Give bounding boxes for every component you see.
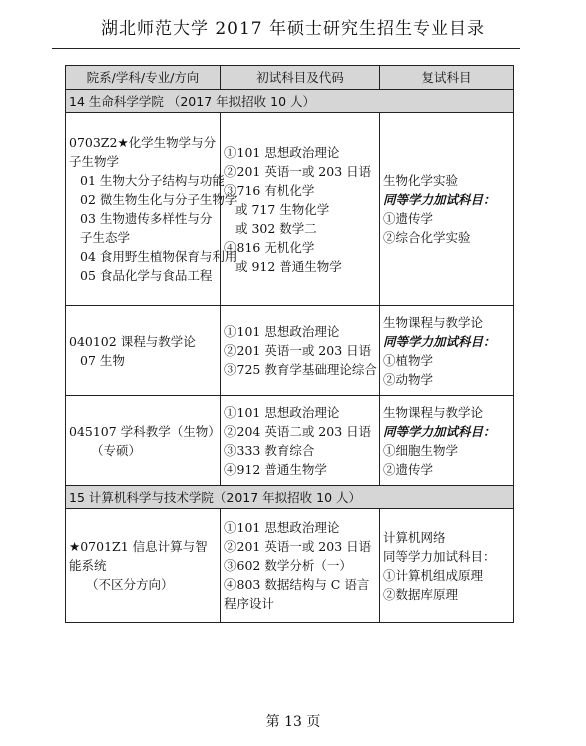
retest-cell <box>380 509 514 623</box>
exam-subject: ④816 无机化学 <box>224 239 315 255</box>
exam-subject: ③725 教育学基础理论综合 <box>224 362 377 377</box>
retest-extra-subject: ②遗传学 <box>383 461 434 477</box>
header-divider <box>52 48 520 49</box>
program-name: 045107 学科教学（生物） <box>69 423 221 439</box>
exam-subject: ③602 数学分析（一） <box>224 558 352 573</box>
column-header-retest: 复试科目 <box>380 66 514 90</box>
program-cell <box>66 306 221 396</box>
retest-cell <box>380 306 514 396</box>
exam-subject: ④912 普通生物学 <box>224 461 327 477</box>
retest-cell <box>380 113 514 306</box>
retest-extra-heading: 同等学力加试科目： <box>383 548 496 564</box>
exam-subject: ②204 英语二或 203 日语 <box>224 423 372 439</box>
program-name: 0703Z2★化学生物学与分子生物学 <box>69 135 217 169</box>
retest-subject: 生物化学实验 <box>383 173 459 188</box>
exam-subject: ④803 数据结构与 C 语言程序设计 <box>224 577 370 611</box>
program-direction: 04 食用野生植物保育与利用 <box>80 249 238 264</box>
retest-extra-subject: ②综合化学实验 <box>383 230 471 245</box>
exam-subject: ①101 思想政治理论 <box>224 324 340 339</box>
retest-extra-subject: ①计算机组成原理 <box>383 567 484 583</box>
table-row <box>66 509 514 623</box>
program-cell <box>66 113 238 306</box>
program-degree-type: （专硕） <box>91 442 142 458</box>
table-row <box>66 396 514 486</box>
exam-subject-alt: 或 717 生物化学 <box>235 201 330 217</box>
exam-subject-alt: 或 912 普通生物学 <box>235 258 342 274</box>
program-direction: 02 微生物生化与分子生物学 <box>80 192 238 207</box>
exam-subject: ①101 思想政治理论 <box>224 404 340 420</box>
program-direction: 07 生物 <box>80 352 125 368</box>
retest-cell <box>380 396 514 486</box>
section-row-life-science <box>66 90 514 113</box>
program-catalog-table <box>65 65 514 623</box>
exam-subject: ①101 思想政治理论 <box>224 520 340 535</box>
column-header-exams: 初试科目及代码 <box>221 66 380 90</box>
program-cell <box>66 509 221 623</box>
retest-extra-subject: ①细胞生物学 <box>383 442 459 458</box>
retest-subject: 生物课程与教学论 <box>383 314 484 330</box>
program-direction: 01 生物大分子结构与功能 <box>80 173 225 188</box>
exam-subject: ③716 有机化学 <box>224 182 315 198</box>
exam-subject-alt: 或 302 数学二 <box>235 220 317 236</box>
retest-extra-heading: 同等学力加试科目： <box>383 333 496 349</box>
exam-subject: ②201 英语一或 203 日语 <box>224 163 372 179</box>
section-label: 15 计算机科学与技术学院（2017 年拟招收 10 人） <box>66 486 514 509</box>
program-cell <box>66 396 221 486</box>
program-direction: （不区分方向） <box>86 577 174 592</box>
page-header-title: 湖北师范大学 2017 年硕士研究生招生专业目录 <box>100 19 486 39</box>
retest-extra-subject: ①植物学 <box>383 352 434 368</box>
retest-extra-subject: ②动物学 <box>383 371 434 387</box>
table-row <box>66 306 514 396</box>
program-direction: 03 生物遗传多样性与分子生态学 <box>80 211 213 245</box>
page-number: 第 13 页 <box>265 714 321 730</box>
exam-cell <box>221 509 380 623</box>
column-header-program: 院系/学科/专业/方向 <box>66 66 221 90</box>
exam-subject: ③333 教育综合 <box>224 442 315 458</box>
section-row-computer-science <box>66 486 514 509</box>
retest-extra-subject: ①遗传学 <box>383 211 434 226</box>
exam-subject: ②201 英语一或 203 日语 <box>224 539 372 554</box>
exam-cell <box>221 306 380 396</box>
program-name: 040102 课程与教学论 <box>69 333 196 349</box>
exam-cell <box>221 396 380 486</box>
exam-cell <box>221 113 380 306</box>
program-direction: 05 食品化学与食品工程 <box>80 268 213 283</box>
exam-subject: ①101 思想政治理论 <box>224 144 340 160</box>
table-row <box>66 113 514 306</box>
retest-subject: 计算机网络 <box>383 529 446 545</box>
exam-subject: ②201 英语一或 203 日语 <box>224 343 372 358</box>
section-label: 14 生命科学学院 （2017 年拟招收 10 人） <box>66 90 514 113</box>
retest-extra-heading: 同等学力加试科目： <box>383 423 496 439</box>
retest-extra-subject: ②数据库原理 <box>383 586 459 602</box>
retest-extra-heading: 同等学力加试科目： <box>383 192 496 207</box>
table-header-row <box>66 66 514 90</box>
program-name: ★0701Z1 信息计算与智能系统 <box>69 539 208 573</box>
retest-subject: 生物课程与教学论 <box>383 404 484 420</box>
